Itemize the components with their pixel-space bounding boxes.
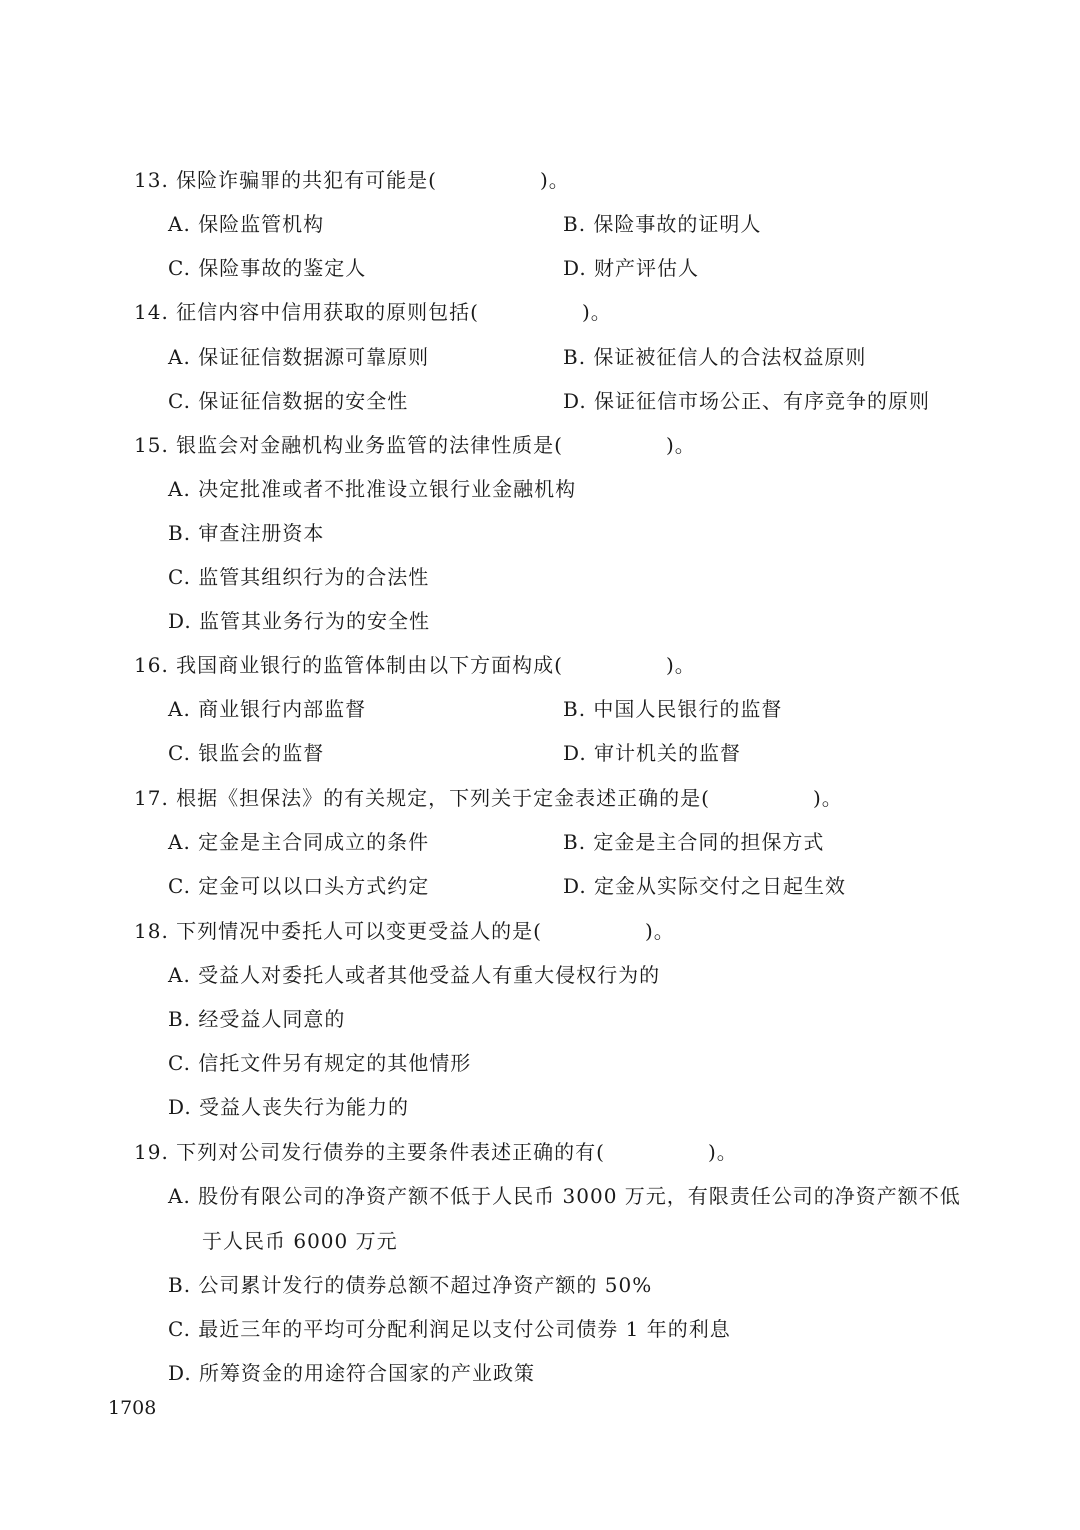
question-13-option-c: C. 保险事故的鉴定人 (168, 256, 367, 280)
question-14-option-c: C. 保证征信数据的安全性 (168, 389, 409, 413)
question-17-option-c: C. 定金可以以口头方式约定 (168, 874, 430, 898)
question-19-option-c: C. 最近三年的平均可分配利润足以支付公司债券 1 年的利息 (168, 1317, 731, 1341)
question-14-stem: 14. 征信内容中信用获取的原则包括( )。 (134, 300, 612, 324)
question-19-option-a-continued: 于人民币 6000 万元 (202, 1229, 398, 1253)
question-17-option-d: D. 定金从实际交付之日起生效 (563, 874, 847, 898)
question-14-option-d: D. 保证征信市场公正、有序竞争的原则 (563, 389, 931, 413)
question-15-stem: 15. 银监会对金融机构业务监管的法律性质是( )。 (134, 433, 696, 457)
question-16-stem: 16. 我国商业银行的监管体制由以下方面构成( )。 (134, 653, 696, 677)
question-18-option-d: D. 受益人丧失行为能力的 (168, 1095, 410, 1119)
question-13-option-a: A. 保险监管机构 (168, 212, 325, 236)
question-13-option-d: D. 财产评估人 (563, 256, 700, 280)
question-15-option-d: D. 监管其业务行为的安全性 (168, 609, 431, 633)
question-14-option-b: B. 保证被征信人的合法权益原则 (563, 345, 867, 369)
question-16-option-a: A. 商业银行内部监督 (168, 697, 367, 721)
question-16-option-d: D. 审计机关的监督 (563, 741, 742, 765)
question-19-option-b: B. 公司累计发行的债券总额不超过净资产额的 50% (168, 1273, 653, 1297)
question-16-option-c: C. 银监会的监督 (168, 741, 325, 765)
question-17-option-a: A. 定金是主合同成立的条件 (168, 830, 430, 854)
question-16-option-b: B. 中国人民银行的监督 (563, 697, 783, 721)
question-19-option-d: D. 所筹资金的用途符合国家的产业政策 (168, 1361, 536, 1385)
question-18-option-b: B. 经受益人同意的 (168, 1007, 346, 1031)
page-number: 1708 (108, 1397, 157, 1419)
question-17-stem: 17. 根据《担保法》的有关规定，下列关于定金表述正确的是( )。 (134, 786, 843, 810)
question-15-option-b: B. 审查注册资本 (168, 521, 325, 545)
question-19-option-a: A. 股份有限公司的净资产额不低于人民币 3000 万元，有限责任公司的净资产额不低 (168, 1184, 961, 1208)
question-15-option-c: C. 监管其组织行为的合法性 (168, 565, 430, 589)
question-19-stem: 19. 下列对公司发行债券的主要条件表述正确的有( )。 (134, 1140, 738, 1164)
question-18-option-c: C. 信托文件另有规定的其他情形 (168, 1051, 472, 1075)
question-13-option-b: B. 保险事故的证明人 (563, 212, 762, 236)
question-17-option-b: B. 定金是主合同的担保方式 (563, 830, 825, 854)
question-18-option-a: A. 受益人对委托人或者其他受益人有重大侵权行为的 (168, 963, 661, 987)
question-15-option-a: A. 决定批准或者不批准设立银行业金融机构 (168, 477, 577, 501)
question-18-stem: 18. 下列情况中委托人可以变更受益人的是( )。 (134, 919, 675, 943)
question-13-stem: 13. 保险诈骗罪的共犯有可能是( )。 (134, 168, 570, 192)
question-14-option-a: A. 保证征信数据源可靠原则 (168, 345, 430, 369)
